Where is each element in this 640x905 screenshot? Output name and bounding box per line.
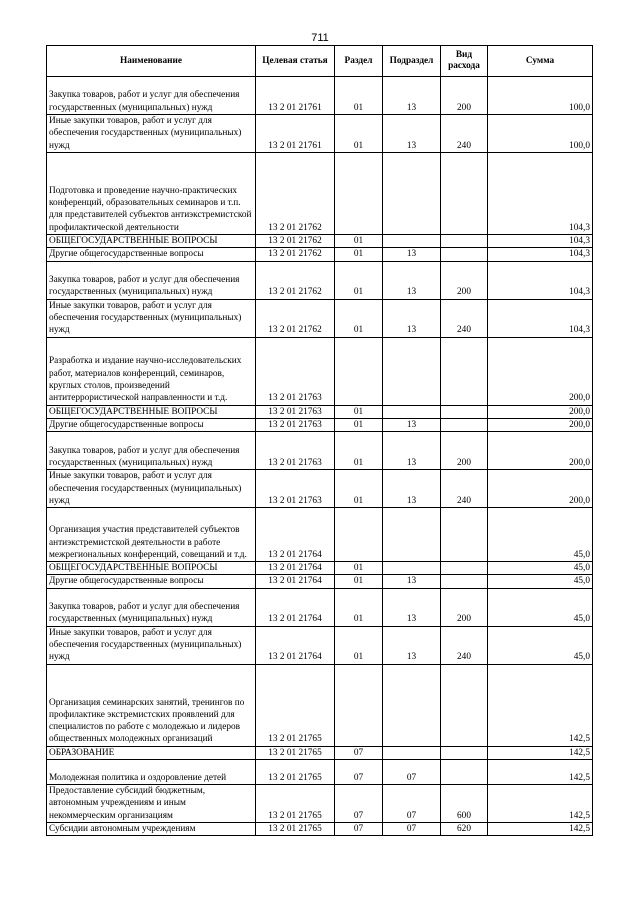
header-type: Вид расхода [441, 46, 488, 77]
cell-subsection [383, 746, 441, 759]
cell-name: Молодежная политика и оздоровление детей [47, 760, 256, 785]
cell-target: 13 2 01 21763 [256, 432, 335, 470]
table-row [47, 153, 593, 235]
cell-sum: 45,0 [488, 575, 593, 588]
cell-sum: 142,5 [488, 746, 593, 759]
cell-name: ОБЩЕГОСУДАРСТВЕННЫЕ ВОПРОСЫ [47, 562, 256, 575]
cell-sum: 142,5 [488, 664, 593, 746]
cell-name: Закупка товаров, работ и услуг для обеспечения государственных (муниципальных) нужд [47, 432, 256, 470]
cell-subsection [383, 235, 441, 248]
cell-sum: 45,0 [488, 562, 593, 575]
cell-section: 01 [335, 115, 383, 153]
table-row [47, 235, 593, 248]
cell-type [441, 760, 488, 785]
cell-subsection: 13 [383, 299, 441, 337]
cell-subsection [383, 508, 441, 562]
cell-section: 07 [335, 760, 383, 785]
cell-sum: 100,0 [488, 115, 593, 153]
table-row [47, 337, 593, 405]
table-row [47, 823, 593, 836]
cell-type [441, 153, 488, 235]
cell-type [441, 405, 488, 418]
cell-target: 13 2 01 21765 [256, 785, 335, 823]
page-number: 711 [311, 32, 329, 44]
cell-sum: 104,3 [488, 248, 593, 261]
cell-name: Разработка и издание научно-исследовательских работ, материалов конференций, семинаров, круглых столов, произведений антитеррористической направленности и т.д. [47, 337, 256, 405]
cell-subsection [383, 664, 441, 746]
cell-subsection: 13 [383, 77, 441, 115]
table-row [47, 588, 593, 626]
cell-name: Подготовка и проведение научно-практических конференций, образовательных семинаров и т.п. для представителей субъектов антиэкстремистской профилактической деятельности [47, 153, 256, 235]
cell-name: ОБРАЗОВАНИЕ [47, 746, 256, 759]
cell-section: 01 [335, 575, 383, 588]
cell-sum: 200,0 [488, 432, 593, 470]
cell-target: 13 2 01 21761 [256, 115, 335, 153]
cell-section: 01 [335, 299, 383, 337]
cell-type: 200 [441, 432, 488, 470]
cell-type [441, 562, 488, 575]
cell-target: 13 2 01 21765 [256, 760, 335, 785]
cell-subsection [383, 405, 441, 418]
cell-section: 01 [335, 405, 383, 418]
cell-subsection: 13 [383, 261, 441, 299]
cell-type: 600 [441, 785, 488, 823]
cell-sum: 200,0 [488, 470, 593, 508]
cell-section: 01 [335, 588, 383, 626]
cell-section: 01 [335, 626, 383, 664]
cell-target: 13 2 01 21762 [256, 299, 335, 337]
cell-target: 13 2 01 21762 [256, 153, 335, 235]
cell-section [335, 664, 383, 746]
cell-type: 240 [441, 115, 488, 153]
table-row [47, 562, 593, 575]
cell-subsection: 13 [383, 470, 441, 508]
cell-target: 13 2 01 21765 [256, 746, 335, 759]
cell-sum: 104,3 [488, 261, 593, 299]
cell-target: 13 2 01 21761 [256, 77, 335, 115]
cell-section: 07 [335, 785, 383, 823]
cell-target: 13 2 01 21762 [256, 261, 335, 299]
cell-section: 07 [335, 746, 383, 759]
cell-target: 13 2 01 21764 [256, 588, 335, 626]
cell-target: 13 2 01 21762 [256, 248, 335, 261]
cell-subsection: 13 [383, 432, 441, 470]
cell-sum: 45,0 [488, 626, 593, 664]
cell-subsection [383, 337, 441, 405]
cell-sum: 142,5 [488, 760, 593, 785]
cell-section: 01 [335, 432, 383, 470]
cell-target: 13 2 01 21762 [256, 235, 335, 248]
table-row [47, 418, 593, 431]
table-row [47, 664, 593, 746]
cell-sum: 200,0 [488, 418, 593, 431]
cell-section: 01 [335, 418, 383, 431]
table-row [47, 432, 593, 470]
table-row [47, 785, 593, 823]
cell-type [441, 508, 488, 562]
cell-target: 13 2 01 21764 [256, 562, 335, 575]
cell-name: ОБЩЕГОСУДАРСТВЕННЫЕ ВОПРОСЫ [47, 405, 256, 418]
cell-name: Иные закупки товаров, работ и услуг для обеспечения государственных (муниципальных) нужд [47, 626, 256, 664]
cell-type [441, 664, 488, 746]
cell-sum: 100,0 [488, 77, 593, 115]
table-row [47, 299, 593, 337]
cell-name: Другие общегосударственные вопросы [47, 248, 256, 261]
cell-name: Предоставление субсидий бюджетным, автономным учреждениям и иным некоммерческим организациям [47, 785, 256, 823]
cell-subsection: 13 [383, 248, 441, 261]
cell-section [335, 337, 383, 405]
cell-type: 200 [441, 77, 488, 115]
table-row [47, 248, 593, 261]
cell-subsection: 13 [383, 575, 441, 588]
cell-name: Субсидии автономным учреждениям [47, 823, 256, 836]
header-section: Раздел [335, 46, 383, 77]
cell-section: 01 [335, 235, 383, 248]
cell-sum: 104,3 [488, 299, 593, 337]
cell-target: 13 2 01 21765 [256, 823, 335, 836]
cell-sum: 142,5 [488, 823, 593, 836]
header-name: Наименование [47, 46, 256, 77]
cell-section [335, 153, 383, 235]
table-row [47, 746, 593, 759]
cell-type [441, 235, 488, 248]
cell-sum: 104,3 [488, 153, 593, 235]
cell-sum: 200,0 [488, 405, 593, 418]
table-row [47, 760, 593, 785]
cell-subsection: 13 [383, 588, 441, 626]
cell-subsection [383, 562, 441, 575]
cell-name: Закупка товаров, работ и услуг для обеспечения государственных (муниципальных) нужд [47, 261, 256, 299]
cell-name: Закупка товаров, работ и услуг для обеспечения государственных (муниципальных) нужд [47, 77, 256, 115]
cell-type: 240 [441, 470, 488, 508]
cell-type [441, 337, 488, 405]
cell-name: Другие общегосударственные вопросы [47, 418, 256, 431]
cell-target: 13 2 01 21764 [256, 626, 335, 664]
table-row [47, 626, 593, 664]
cell-subsection [383, 153, 441, 235]
header-sum: Сумма [488, 46, 593, 77]
cell-name: Организация семинарских занятий, тренингов по профилактике экстремистских проявлений для специалистов по работе с молодежью и лидеров общественных молодежных организаций [47, 664, 256, 746]
cell-type: 240 [441, 299, 488, 337]
cell-type: 240 [441, 626, 488, 664]
table-row [47, 575, 593, 588]
cell-target: 13 2 01 21764 [256, 508, 335, 562]
budget-table [46, 45, 593, 836]
cell-target: 13 2 01 21763 [256, 418, 335, 431]
cell-section [335, 508, 383, 562]
cell-name: Закупка товаров, работ и услуг для обеспечения государственных (муниципальных) нужд [47, 588, 256, 626]
cell-type [441, 248, 488, 261]
table-row [47, 115, 593, 153]
cell-name: ОБЩЕГОСУДАРСТВЕННЫЕ ВОПРОСЫ [47, 235, 256, 248]
cell-type: 620 [441, 823, 488, 836]
cell-section: 01 [335, 77, 383, 115]
cell-type [441, 575, 488, 588]
cell-subsection: 13 [383, 418, 441, 431]
cell-subsection: 07 [383, 823, 441, 836]
cell-sum: 142,5 [488, 785, 593, 823]
table-row [47, 470, 593, 508]
cell-target: 13 2 01 21763 [256, 470, 335, 508]
cell-sum: 200,0 [488, 337, 593, 405]
cell-type [441, 746, 488, 759]
cell-subsection: 07 [383, 785, 441, 823]
table-row [47, 77, 593, 115]
cell-type [441, 418, 488, 431]
cell-sum: 104,3 [488, 235, 593, 248]
cell-sum: 45,0 [488, 508, 593, 562]
cell-type: 200 [441, 588, 488, 626]
cell-name: Организация участия представителей субъектов антиэкстремистской деятельности в работе межрегиональных конференций, совещаний и т.д. [47, 508, 256, 562]
header-target: Целевая статья [256, 46, 335, 77]
table-row [47, 508, 593, 562]
cell-target: 13 2 01 21764 [256, 575, 335, 588]
cell-section: 07 [335, 823, 383, 836]
cell-target: 13 2 01 21763 [256, 337, 335, 405]
table-row [47, 261, 593, 299]
cell-name: Иные закупки товаров, работ и услуг для обеспечения государственных (муниципальных) нужд [47, 470, 256, 508]
cell-type: 200 [441, 261, 488, 299]
cell-subsection: 13 [383, 626, 441, 664]
cell-subsection: 07 [383, 760, 441, 785]
cell-name: Другие общегосударственные вопросы [47, 575, 256, 588]
cell-subsection: 13 [383, 115, 441, 153]
cell-sum: 45,0 [488, 588, 593, 626]
cell-name: Иные закупки товаров, работ и услуг для обеспечения государственных (муниципальных) нужд [47, 299, 256, 337]
table-body [47, 77, 593, 836]
cell-section: 01 [335, 562, 383, 575]
cell-name: Иные закупки товаров, работ и услуг для обеспечения государственных (муниципальных) нужд [47, 115, 256, 153]
table-row [47, 405, 593, 418]
table-header-row [47, 46, 593, 77]
cell-target: 13 2 01 21765 [256, 664, 335, 746]
header-subsection: Подраздел [383, 46, 441, 77]
cell-section: 01 [335, 261, 383, 299]
cell-target: 13 2 01 21763 [256, 405, 335, 418]
cell-section: 01 [335, 470, 383, 508]
cell-section: 01 [335, 248, 383, 261]
